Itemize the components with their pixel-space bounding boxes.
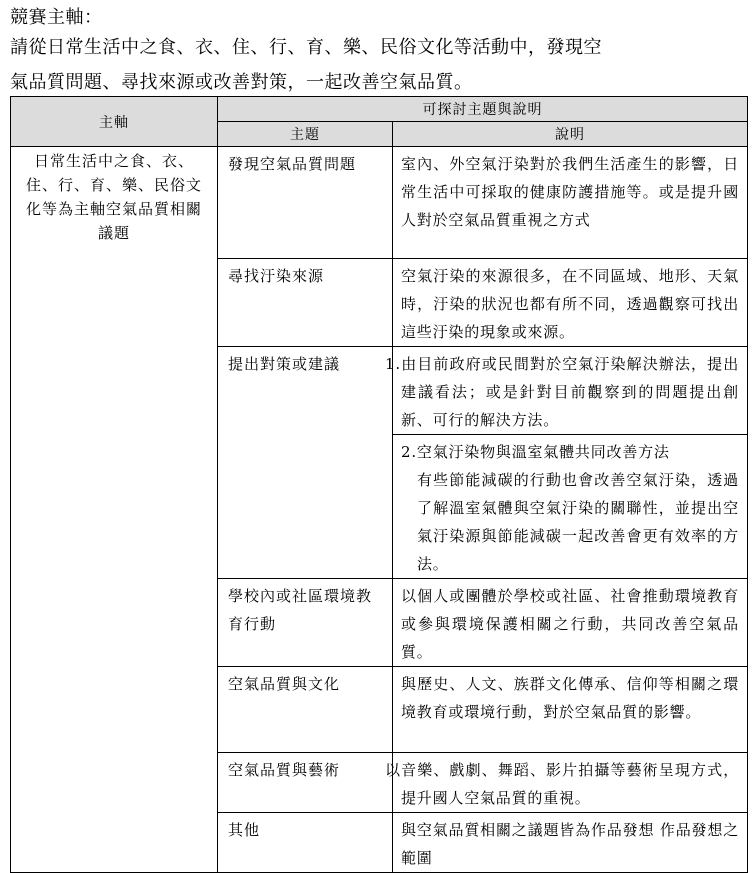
- desc-cell: 室內、外空氣汙染對於我們生活產生的影響，日常生活中可採取的健康防護措施等。或是提升國人對於空氣品質重視之方式: [393, 147, 748, 259]
- intro-line-1: 請從日常生活中之食、衣、住、行、育、樂、民俗文化等活動中，發現空: [10, 37, 602, 58]
- topic-cell: 尋找汙染來源: [218, 259, 393, 347]
- header-group: 可探討主題與說明: [218, 97, 748, 122]
- topic-cell: 提出對策或建議: [218, 347, 393, 579]
- header-desc: 說明: [393, 122, 748, 147]
- desc-cell: 1.由目前政府或民間對於空氣汙染解決辦法，提出建議看法；或是針對目前觀察到的問題提出創新、可行的解決方法。: [393, 347, 748, 435]
- desc-cell: 與歷史、人文、族群文化傳承、信仰等相關之環境教育或環境行動，對於空氣品質的影響。: [393, 667, 748, 753]
- topic-cell: 空氣品質與文化: [218, 667, 393, 753]
- table-header-row: [11, 97, 748, 122]
- theme-table: [10, 96, 748, 873]
- desc-cell: 以個人或團體於學校或社區、社會推動環境教育或參與環境保護相關之行動，共同改善空氣品質。: [393, 579, 748, 667]
- intro-heading: 競賽主軸：: [10, 7, 103, 28]
- header-main: 主軸: [11, 97, 218, 147]
- desc-2-head: 2.空氣汙染物與溫室氣體共同改善方法: [401, 443, 670, 461]
- desc-cell: 與空氣品質相關之議題皆為作品發想 作品發想之範圍: [393, 813, 748, 873]
- desc-2-body: 有些節能減碳的行動也會改善空氣汙染，透過了解溫室氣體與空氣汙染的關聯性，並提出空氣汙染源與節能減碳一起改善會更有效率的方法。: [417, 471, 739, 573]
- topic-cell: 空氣品質與藝術: [218, 753, 393, 813]
- header-topic: 主題: [218, 122, 393, 147]
- table-row: [11, 147, 748, 259]
- intro: [10, 4, 750, 99]
- desc-cell: 空氣汙染的來源很多，在不同區域、地形、天氣時，汙染的狀況也都有所不同，透過觀察可找出這些汙染的現象或來源。: [393, 259, 748, 347]
- intro-line-2: 氣品質問題、尋找來源或改善對策，一起改善空氣品質。: [10, 72, 473, 93]
- desc-cell: 以音樂、戲劇、舞蹈、影片拍攝等藝術呈現方式，提升國人空氣品質的重視。: [393, 753, 748, 813]
- desc-cell-2: [393, 435, 748, 579]
- theme-cell: 日常生活中之食、衣、住、行、育、樂、民俗文化等為主軸空氣品質相關議題: [11, 147, 218, 873]
- topic-cell: 學校內或社區環境教育行動: [218, 579, 393, 667]
- topic-cell: 其他: [218, 813, 393, 873]
- topic-cell: 發現空氣品質問題: [218, 147, 393, 259]
